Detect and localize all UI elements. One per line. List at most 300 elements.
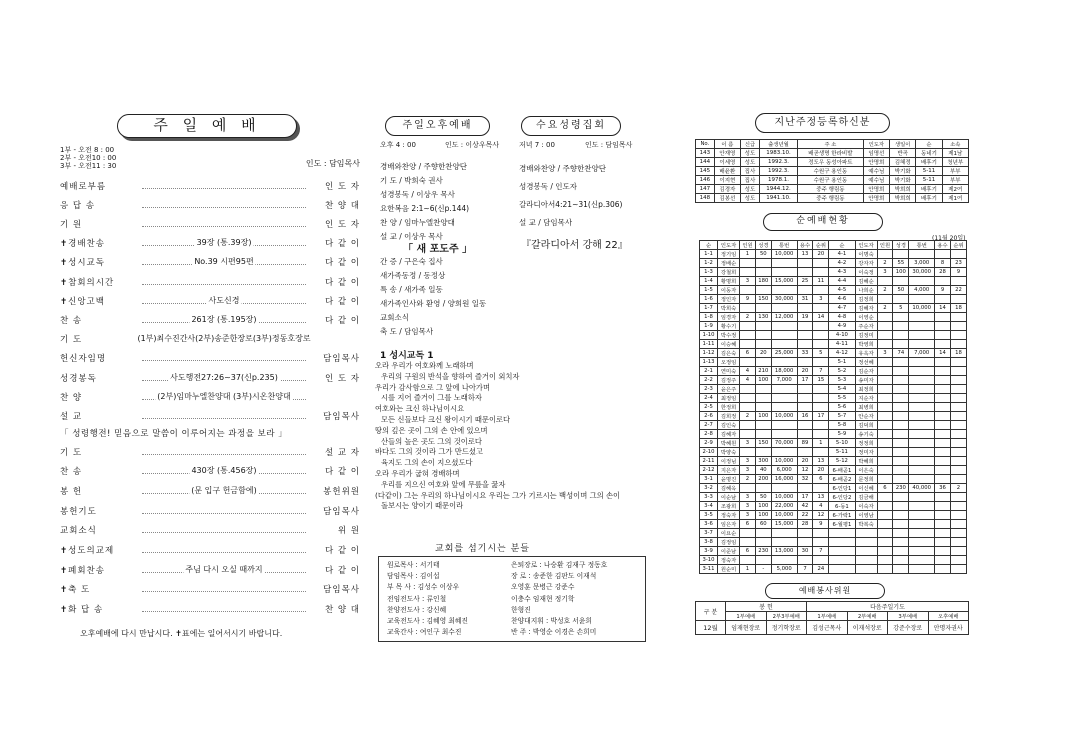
cell-value: 4,000	[909, 286, 935, 295]
cell-value	[755, 448, 771, 457]
cell-value: 60	[755, 520, 771, 529]
text-line: 전임전도사 : 류인철	[387, 594, 447, 603]
cell-value: 2	[877, 286, 893, 295]
cell-value	[950, 358, 966, 367]
text-line: 오영훈 문병근 강준수	[511, 583, 575, 592]
cell-value: 1-9	[700, 322, 718, 331]
registration-cell: 이세영	[714, 158, 740, 167]
cell-value	[829, 556, 855, 565]
registration-row	[696, 194, 969, 203]
cell-value: 나희순	[855, 286, 877, 295]
cell-value: 3	[813, 295, 829, 304]
cell-value: 2-12	[700, 466, 718, 475]
cell-value: 이승혜	[718, 340, 740, 349]
cell-value: 2-8	[700, 430, 718, 439]
cell-value: 황수기	[718, 322, 740, 331]
registration-cell: 145	[696, 167, 715, 176]
cell-value: 100	[755, 376, 771, 385]
cell-value	[935, 565, 951, 574]
cell-value: 2-11	[700, 457, 718, 466]
cell-value: 1-5	[700, 286, 718, 295]
cell-value: 9	[950, 268, 966, 277]
header-cell: 인원	[877, 241, 893, 250]
cell-value: 지순자	[855, 394, 877, 403]
order-role: 다 같 이	[324, 467, 360, 478]
cell-value	[935, 556, 951, 565]
cell-value	[909, 475, 935, 484]
cell-value	[935, 340, 951, 349]
cell-value	[813, 259, 829, 268]
cell-value: 5-6	[829, 403, 855, 412]
registration-cell: 박희희	[890, 185, 916, 194]
order-label: 봉 헌	[60, 486, 83, 497]
cell-value	[829, 565, 855, 574]
registration-cell: 성도	[741, 149, 760, 158]
registration-cell: 제1여	[942, 194, 968, 203]
header-cell: 용수	[935, 241, 951, 250]
cell-value	[855, 565, 877, 574]
cell-row	[700, 358, 967, 367]
cell-value: 6	[740, 520, 756, 529]
cell-value	[950, 250, 966, 259]
cell-value: 이순남	[718, 493, 740, 502]
cell-value: 5	[813, 349, 829, 358]
cell-value	[893, 466, 909, 475]
cell-value: 황명희	[718, 277, 740, 286]
registration-table	[695, 139, 969, 203]
cell-value: 4-10	[829, 331, 855, 340]
cell-value: 1-6	[700, 295, 718, 304]
cell-value: 3-10	[700, 556, 718, 565]
order-leader-dots	[142, 221, 306, 227]
cell-row	[700, 556, 967, 565]
cell-value: 200	[755, 475, 771, 484]
cell-header	[700, 241, 967, 250]
cell-row	[700, 448, 967, 457]
duty-sub: 2부3부예배	[766, 612, 807, 621]
cell-row	[700, 367, 967, 376]
duty-header-category: 구 분	[696, 602, 726, 621]
cell-value: 김정주	[718, 376, 740, 385]
cell-value	[740, 484, 756, 493]
service-times: 1부 - 오전 8 : 00 2부 - 오전10 : 00 3부 - 오전11 : 30	[60, 146, 117, 170]
cell-value	[797, 322, 813, 331]
registration-cell: 1983.10.	[759, 149, 797, 158]
cell-value: 이요순	[718, 529, 740, 538]
cell-row	[700, 268, 967, 277]
cell-value: 김혜순	[855, 277, 877, 286]
order-row	[60, 391, 360, 402]
cell-value: 이영남	[855, 511, 877, 520]
cell-value	[935, 529, 951, 538]
cell-value: 안순자	[855, 412, 877, 421]
cell-row	[700, 547, 967, 556]
cell-value: 3	[740, 277, 756, 286]
cell-value	[771, 304, 797, 313]
cell-value: 5-7	[829, 412, 855, 421]
order-label: ✝화 답 송	[60, 605, 104, 616]
cell-value	[909, 394, 935, 403]
cell-value: 박양숙	[718, 448, 740, 457]
cell-value: 7,000	[909, 349, 935, 358]
text-line: 새가족인사와 환영 / 양희원 일동	[380, 299, 487, 308]
cell-value	[950, 403, 966, 412]
cell-value: 김정임	[718, 538, 740, 547]
cell-value	[909, 511, 935, 520]
registration-cell: 집사	[741, 176, 760, 185]
registration-cell: 144	[696, 158, 715, 167]
cell-row	[700, 412, 967, 421]
cell-value: 16,000	[771, 475, 797, 484]
cell-value: 2	[950, 484, 966, 493]
cell-value	[813, 538, 829, 547]
order-label: ✝성시교독	[60, 258, 105, 269]
cell-value	[771, 538, 797, 547]
cell-value: 42	[797, 502, 813, 511]
text-line: 찬양전도사 : 강신혜	[387, 605, 447, 614]
cell-row	[700, 313, 967, 322]
cell-value: 3	[740, 466, 756, 475]
cell-value: 박복숙	[855, 520, 877, 529]
cell-row	[700, 304, 967, 313]
cell-value: 13,000	[771, 547, 797, 556]
cell-value	[771, 529, 797, 538]
registration-cell: 청년부	[942, 158, 968, 167]
order-detail: 주님 다시 오실 때까지	[185, 564, 263, 574]
registration-cell: 이지현	[714, 176, 740, 185]
cell-value: 이신혜	[855, 484, 877, 493]
cell-value: 4-1	[829, 250, 855, 259]
cell-value	[950, 529, 966, 538]
cell-value	[877, 376, 893, 385]
cell-value	[893, 421, 909, 430]
cell-value	[950, 511, 966, 520]
cell-value	[797, 268, 813, 277]
cell-value: 30,000	[771, 295, 797, 304]
cell-value	[755, 340, 771, 349]
text-line: 교육간사 : 여인구 최수진	[387, 628, 462, 637]
cell-value: 김혜자	[855, 304, 877, 313]
order-role: 다 같 이	[324, 315, 360, 326]
cell-value: 4-7	[829, 304, 855, 313]
registration-cell: 예수님	[863, 176, 889, 185]
order-label: ✝신앙고백	[60, 296, 105, 307]
cell-value: 박혜원	[718, 439, 740, 448]
order-leader-dots	[142, 527, 306, 533]
order-row	[60, 353, 360, 364]
cell-value	[755, 358, 771, 367]
cell-value: 문정희	[855, 475, 877, 484]
cell-value	[909, 385, 935, 394]
cell-value: 2	[877, 259, 893, 268]
cell-value: 2-2	[700, 376, 718, 385]
registration-cell: 5-11	[916, 176, 942, 185]
registration-cell: 안명희	[863, 194, 889, 203]
registration-cell: 박기화	[890, 167, 916, 176]
cell-value	[740, 331, 756, 340]
registration-cell: 김봉선	[714, 194, 740, 203]
cell-value: 2-9	[700, 439, 718, 448]
cell-value: 1	[740, 565, 756, 574]
order-label: 기 도	[60, 335, 83, 346]
cell-value: 18	[950, 304, 966, 313]
staff-right	[511, 560, 607, 638]
text-line: 기 도 / 박희숙 권사	[380, 176, 443, 185]
cell-value: 3,000	[909, 259, 935, 268]
cell-row	[700, 295, 967, 304]
cell-value	[771, 322, 797, 331]
cell-value: 23	[950, 259, 966, 268]
cell-value	[813, 556, 829, 565]
order-leader-dots	[142, 314, 306, 324]
cell-value	[950, 277, 966, 286]
cell-row	[700, 340, 967, 349]
cell-value	[797, 331, 813, 340]
registration-cell: 제2여	[942, 185, 968, 194]
text-line: 오라 우리가 여호와께 노래하며	[375, 361, 474, 370]
cell-value: 5-11	[829, 448, 855, 457]
registration-cell: 박희희	[890, 194, 916, 203]
cell-value	[909, 547, 935, 556]
registration-cell: 배곧생명 한라비발	[798, 149, 864, 158]
cell-value	[797, 304, 813, 313]
order-row	[60, 466, 360, 477]
cell-value: 9	[740, 295, 756, 304]
cell-value: 14	[935, 304, 951, 313]
cell-value	[935, 466, 951, 475]
order-row	[60, 218, 360, 229]
cell-value	[813, 394, 829, 403]
order-row	[60, 295, 360, 306]
duty-sub: 3부예배	[888, 612, 929, 621]
registration-cell: 147	[696, 185, 715, 194]
cell-row	[700, 322, 967, 331]
cell-value: 7	[813, 547, 829, 556]
cell-value: 28	[797, 520, 813, 529]
cell-value	[893, 340, 909, 349]
cell-value	[950, 313, 966, 322]
cell-value	[950, 376, 966, 385]
registration-cell: 동네기	[916, 149, 942, 158]
registration-cell: 5-11	[916, 167, 942, 176]
cell-value: 1-3	[700, 268, 718, 277]
cell-value	[950, 394, 966, 403]
cell-value	[877, 331, 893, 340]
header-cell: 신급	[741, 140, 760, 149]
cell-value	[950, 565, 966, 574]
cell-value: 89	[797, 439, 813, 448]
registration-cell: 박기화	[890, 176, 916, 185]
cell-value: 2-3	[700, 385, 718, 394]
cell-value: 20	[755, 349, 771, 358]
cell-value: 한정희	[718, 403, 740, 412]
cell-value	[755, 322, 771, 331]
cell-value	[755, 304, 771, 313]
text-line: 시를 지어 즐거이 그를 노래하자	[381, 393, 482, 403]
cell-value	[893, 430, 909, 439]
cell-value	[877, 385, 893, 394]
text-line: 땅의 깊은 곳이 그의 손 안에 있으며	[375, 425, 488, 435]
cell-value: 4-4	[829, 277, 855, 286]
cell-value: 최병희	[855, 403, 877, 412]
cell-value	[771, 259, 797, 268]
registration-cell: 예수님	[863, 167, 889, 176]
order-role: 다 같 이	[324, 258, 360, 269]
order-label: ✝경배찬송	[60, 239, 105, 250]
cell-value	[909, 538, 935, 547]
cell-report-table	[699, 240, 967, 574]
cell-value	[740, 556, 756, 565]
cell-value	[893, 295, 909, 304]
cell-value: 이정님	[718, 457, 740, 466]
cell-value	[909, 331, 935, 340]
cell-value	[877, 520, 893, 529]
cell-value	[797, 529, 813, 538]
cell-value: 70,000	[771, 439, 797, 448]
text-line: 모든 신들보다 크신 왕이시기 때문이로다	[381, 414, 511, 424]
order-detail: 261장 (통.195장)	[191, 314, 257, 324]
cell-value: 3	[877, 268, 893, 277]
cell-value	[829, 538, 855, 547]
cell-value	[771, 286, 797, 295]
cell-row	[700, 349, 967, 358]
order-role: 다 같 이	[324, 546, 360, 556]
order-label: 예배로부름	[60, 181, 107, 192]
afternoon-order	[380, 160, 469, 244]
duty-value: 강준수장로	[888, 621, 929, 635]
cell-value	[797, 403, 813, 412]
cell-value: 3	[740, 502, 756, 511]
cell-value: 6	[740, 349, 756, 358]
text-line: 우리가 감사함으로 그 앞에 나아가며	[375, 382, 491, 392]
order-role: 찬 양 대	[324, 200, 360, 211]
order-role: 담임목사	[323, 585, 360, 596]
afternoon-leader: 인도 : 이상우목사	[445, 141, 500, 149]
order-leader-dots	[142, 183, 306, 189]
cell-value	[950, 295, 966, 304]
cell-report-title: 순예배현황	[763, 213, 883, 231]
cell-value	[877, 358, 893, 367]
cell-value: 3	[740, 493, 756, 502]
cell-value	[855, 529, 877, 538]
cell-value	[909, 493, 935, 502]
cell-value: 정선혜	[855, 358, 877, 367]
registration-cell: 집사	[741, 167, 760, 176]
cell-value: 18,000	[771, 367, 797, 376]
cell-value: 정정희	[855, 439, 877, 448]
cell-value	[935, 457, 951, 466]
registration-cell: 1992.3.	[759, 167, 797, 176]
cell-value: 3-7	[700, 529, 718, 538]
cell-value: 2-4	[700, 394, 718, 403]
header-cell: 순위	[950, 241, 966, 250]
header-cell: 용수	[797, 241, 813, 250]
order-leader-dots	[142, 240, 306, 246]
duty-value: 안명자권사	[928, 621, 969, 635]
cell-value: 박혜희	[855, 457, 877, 466]
cell-value	[740, 259, 756, 268]
cell-value	[893, 556, 909, 565]
cell-value: 3	[740, 457, 756, 466]
cell-value: 2	[877, 304, 893, 313]
order-row	[60, 505, 360, 516]
order-detail: No.39 시편95편	[194, 257, 254, 267]
cell-row	[700, 286, 967, 295]
order-label: 응 답 송	[60, 200, 96, 211]
cell-value: 3-5	[700, 511, 718, 520]
cell-value: 4	[740, 367, 756, 376]
cell-value	[740, 394, 756, 403]
cell-value	[909, 421, 935, 430]
afternoon-sermon: 「 새 포도주 」	[403, 244, 473, 255]
wednesday-sermon: 『갈라디아서 강해 22』	[521, 240, 628, 251]
cell-value	[740, 358, 756, 367]
cell-value	[877, 511, 893, 520]
cell-value: 3	[740, 511, 756, 520]
text-line: 성경봉독 / 이상우 목사	[380, 190, 455, 199]
cell-value: 5-10	[829, 439, 855, 448]
order-leader-dots	[142, 202, 306, 208]
cell-value	[950, 439, 966, 448]
cell-value	[813, 331, 829, 340]
cell-value	[909, 367, 935, 376]
text-line: 담임목사 : 김이섭	[387, 572, 440, 581]
cell-value: 50	[755, 493, 771, 502]
cell-value: 9	[935, 286, 951, 295]
cell-value	[797, 421, 813, 430]
cell-value	[935, 448, 951, 457]
cell-value	[877, 412, 893, 421]
cell-value: 5-12	[829, 457, 855, 466]
cell-value: 김덕희	[855, 421, 877, 430]
cell-value	[935, 547, 951, 556]
cell-value: 100	[893, 268, 909, 277]
cell-value: 3	[740, 439, 756, 448]
order-role: 설 교 자	[324, 447, 360, 458]
cell-value: 100	[755, 412, 771, 421]
cell-value: 18	[950, 349, 966, 358]
reading-title: 1 성시교독 1	[380, 351, 434, 361]
cell-value: 10,000	[771, 457, 797, 466]
order-leader-dots	[142, 485, 306, 495]
cell-value	[950, 556, 966, 565]
cell-value: 송미자	[855, 376, 877, 385]
cell-row	[700, 394, 967, 403]
cell-value: 36	[935, 484, 951, 493]
cell-value	[771, 385, 797, 394]
order-role: 다 같 이	[324, 565, 360, 576]
cell-value	[877, 475, 893, 484]
cell-value	[740, 538, 756, 547]
cell-value	[877, 421, 893, 430]
registration-cell: 임명선	[863, 149, 889, 158]
cell-value: 14	[935, 349, 951, 358]
text-line: (다같이) 그는 우리의 하나님이시요 우리는 그가 기르시는 백성이며 그의 손이	[375, 490, 621, 500]
header-cell: 순	[700, 241, 718, 250]
cell-value	[893, 277, 909, 286]
cell-value: 이영순	[855, 313, 877, 322]
cell-value	[813, 304, 829, 313]
cell-value	[909, 448, 935, 457]
cell-value	[950, 322, 966, 331]
registration-cell: 1941.10.	[759, 194, 797, 203]
cell-value	[755, 403, 771, 412]
cell-value: 5-4	[829, 385, 855, 394]
cell-value: 김희정	[718, 412, 740, 421]
cell-value: 30	[797, 547, 813, 556]
order-label: 찬 송	[60, 315, 83, 326]
cell-value	[893, 313, 909, 322]
